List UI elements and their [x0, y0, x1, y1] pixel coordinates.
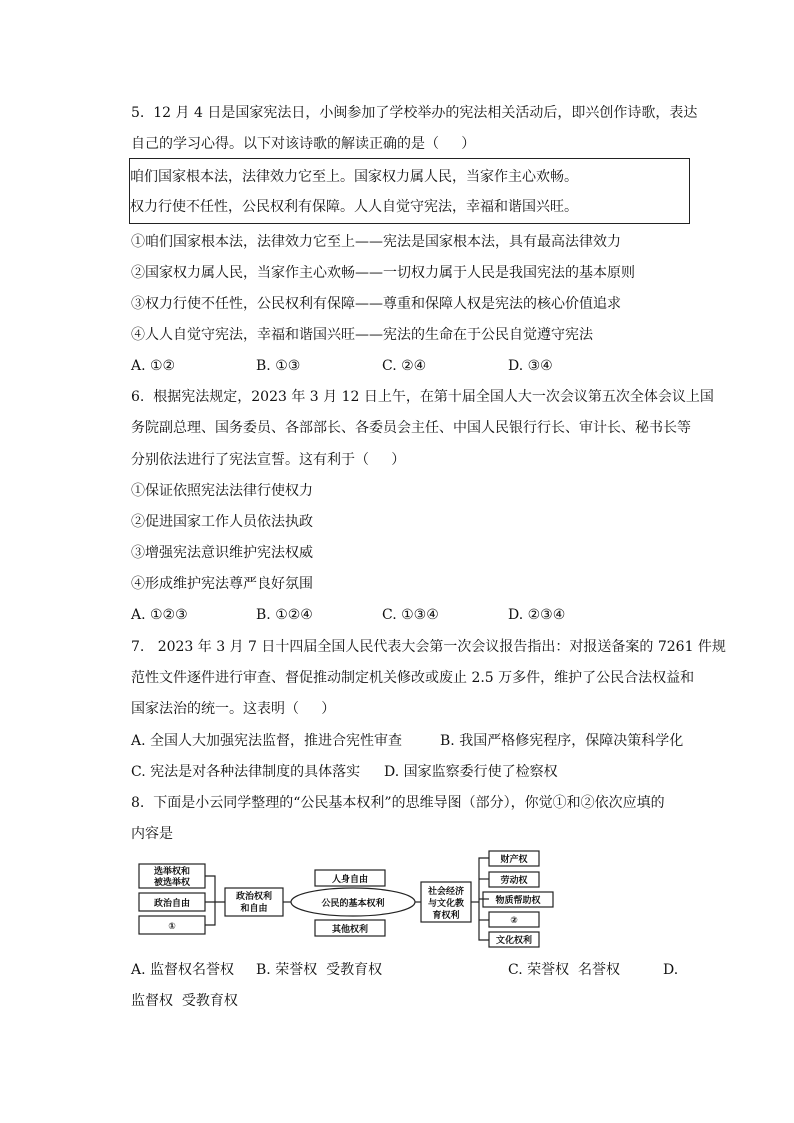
map-label-basic-rights: 公民的基本权利	[321, 899, 385, 909]
map-label-social-rights-3: 育权利	[432, 911, 460, 921]
q6-item-4: ④形成维护宪法尊严良好氛围	[131, 576, 313, 592]
q8-stem-line-1: 8. 下面是小云同学整理的“公民基本权利”的思维导图（部分），你觉①和②依次应填的	[131, 795, 665, 811]
map-label-personal-freedom: 人身自由	[331, 875, 369, 885]
q8-option-d[interactable]: D.	[663, 962, 679, 978]
q6-option-a[interactable]: A. ①②③	[131, 607, 188, 623]
q6-item-3: ③增强宪法意识维护宪法权威	[131, 545, 313, 561]
q5-poem-line-1: 咱们国家根本法，法律效力它至上。国家权力属人民，当家作主心欢畅。	[130, 169, 578, 185]
q5-item-2: ②国家权力属人民，当家作主心欢畅——一切权力属于人民是我国宪法的基本原则	[131, 265, 635, 281]
map-label-social-rights-2: 与文化教	[427, 899, 465, 909]
map-label-labor: 劳动权	[500, 876, 528, 886]
map-label-property: 财产权	[500, 855, 528, 865]
q8-option-d-continuation[interactable]: 监督权 受教育权	[131, 993, 238, 1009]
map-label-election-1: 选举权和	[153, 867, 191, 877]
q6-stem-line-3: 分别依法进行了宪法宣誓。这有利于（ ）	[131, 452, 406, 468]
q6-item-1: ①保证依照宪法法律行使权力	[131, 483, 313, 499]
q5-poem-line-2: 权力行使不任性，公民权利有保障。人人自觉守宪法，幸福和谐国兴旺。	[130, 199, 578, 215]
q5-stem-line-1: 5. 12 月 4 日是国家宪法日，小闽参加了学校举办的宪法相关活动后，即兴创作诗歌，表达	[131, 105, 698, 121]
map-label-political-rights-2: 和自由	[240, 904, 268, 914]
map-label-cultural: 文化权利	[495, 936, 533, 946]
q8-stem-line-2: 内容是	[131, 826, 173, 842]
q7-option-a[interactable]: A. 全国人大加强宪法监督，推进合宪性审查	[131, 733, 403, 749]
q5-option-a[interactable]: A. ①②	[131, 358, 176, 374]
q5-poem-box	[129, 158, 690, 224]
map-label-election-2: 被选举权	[153, 878, 191, 888]
q6-option-d[interactable]: D. ②③④	[508, 607, 566, 623]
map-label-political-freedom: 政治自由	[153, 899, 191, 909]
q6-option-b[interactable]: B. ①②④	[256, 607, 313, 623]
q5-item-3: ③权力行使不任性，公民权利有保障——尊重和保障人权是宪法的核心价值追求	[131, 296, 621, 312]
q5-option-b[interactable]: B. ①③	[256, 358, 301, 374]
q7-stem-line-3: 国家法治的统一。这表明（ ）	[131, 701, 336, 717]
q7-stem-line-2: 范性文件逐件进行审查、督促推动制定机关修改或废止 2.5 万多件，维护了公民合法权益和	[131, 670, 695, 686]
q5-item-1: ①咱们国家根本法，法律效力它至上——宪法是国家根本法，具有最高法律效力	[131, 234, 621, 250]
q6-option-c[interactable]: C. ①③④	[382, 607, 439, 623]
map-label-social-rights-1: 社会经济	[427, 887, 465, 897]
q7-option-d[interactable]: D. 国家监察委行使了检察权	[384, 764, 558, 780]
q5-option-c[interactable]: C. ②④	[382, 358, 427, 374]
map-label-other-rights: 其他权利	[331, 925, 369, 935]
q5-option-d[interactable]: D. ③④	[508, 358, 553, 374]
q5-stem-line-2: 自己的学习心得。以下对该诗歌的解读正确的是（ ）	[131, 136, 476, 152]
q6-item-2: ②促进国家工作人员依法执政	[131, 514, 313, 530]
rights-mind-map	[131, 848, 561, 948]
map-label-blank-2: ②	[510, 916, 518, 926]
q8-option-a[interactable]: A. 监督权名誉权	[131, 962, 235, 978]
q7-option-b[interactable]: B. 我国严格修宪程序，保障决策科学化	[440, 733, 684, 749]
q7-stem-line-1: 7. 2023 年 3 月 7 日十四届全国人民代表大会第一次会议报告指出：对报送备案的 7261 件规	[131, 639, 726, 655]
q6-stem-line-2: 务院副总理、国务委员、各部部长、各委员会主任、中国人民银行行长、审计长、秘书长等	[131, 420, 691, 436]
map-label-blank-1: ①	[168, 922, 176, 932]
q5-item-4: ④人人自觉守宪法，幸福和谐国兴旺——宪法的生命在于公民自觉遵守宪法	[131, 327, 593, 343]
q6-stem-line-1: 6. 根据宪法规定，2023 年 3 月 12 日上午，在第十届全国人大一次会议第五次全体会议上国	[131, 389, 714, 405]
map-connector-left	[205, 876, 215, 925]
q8-option-c[interactable]: C. 荣誉权 名誉权	[508, 962, 621, 978]
map-label-political-rights-1: 政治权利	[235, 892, 273, 902]
q8-option-b[interactable]: B. 荣誉权 受教育权	[256, 962, 383, 978]
q7-option-c[interactable]: C. 宪法是对各种法律制度的具体落实	[131, 764, 361, 780]
map-label-material-aid: 物质帮助权	[495, 896, 541, 906]
